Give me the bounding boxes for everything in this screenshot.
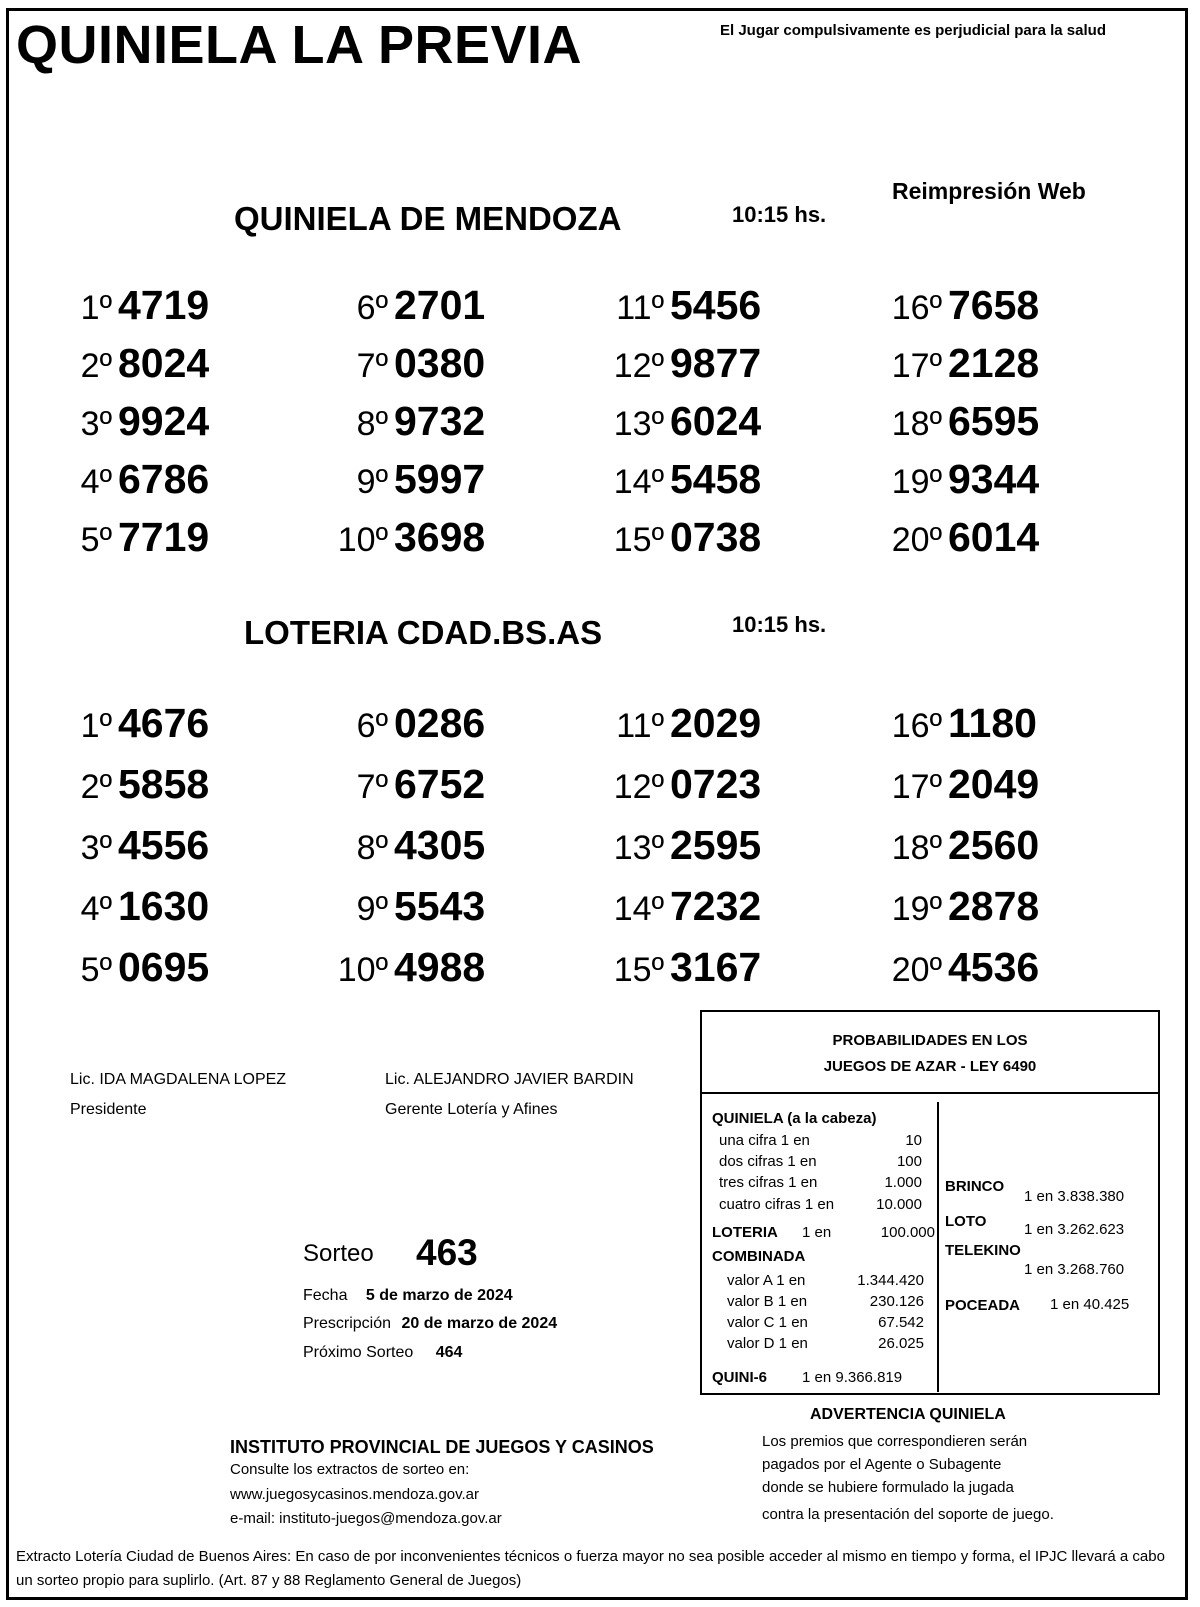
result-number: 5458 bbox=[670, 456, 762, 502]
result-position: 18º bbox=[891, 829, 942, 867]
result-position: 8º bbox=[356, 405, 388, 443]
result-cell bbox=[318, 761, 485, 808]
page-title: QUINIELA LA PREVIA bbox=[16, 15, 583, 75]
result-cell bbox=[318, 944, 485, 991]
result-number: 5858 bbox=[118, 761, 210, 807]
result-cell bbox=[872, 822, 1039, 869]
quiniela-prob-value: 100 bbox=[896, 1153, 922, 1170]
institute-email: e-mail: instituto-juegos@mendoza.gov.ar bbox=[230, 1510, 502, 1527]
result-cell bbox=[872, 944, 1039, 991]
draw-label: Sorteo bbox=[303, 1240, 374, 1267]
loteria-prob-label: LOTERIA bbox=[712, 1224, 778, 1241]
result-cell bbox=[594, 822, 761, 869]
result-position: 3º bbox=[80, 405, 112, 443]
result-cell bbox=[318, 883, 485, 930]
result-number: 4676 bbox=[118, 700, 210, 746]
draw-date-label: Fecha bbox=[303, 1287, 348, 1304]
draw-next-value: 464 bbox=[435, 1344, 463, 1361]
result-cell bbox=[872, 700, 1037, 747]
result-position: 10º bbox=[337, 951, 388, 989]
result-position: 19º bbox=[891, 890, 942, 928]
result-position: 4º bbox=[80, 463, 112, 501]
result-position: 6º bbox=[356, 289, 388, 327]
advert-line: donde se hubiere formulado la jugada bbox=[762, 1479, 1014, 1496]
result-number: 6595 bbox=[948, 398, 1040, 444]
result-number: 7719 bbox=[118, 514, 210, 560]
result-number: 2595 bbox=[670, 822, 762, 868]
result-position: 4º bbox=[80, 890, 112, 928]
loto-prob-label: LOTO bbox=[945, 1213, 987, 1230]
result-cell bbox=[42, 514, 209, 561]
result-number: 3167 bbox=[670, 944, 762, 990]
result-cell bbox=[42, 822, 209, 869]
probabilities-box bbox=[700, 1010, 1160, 1395]
result-number: 2029 bbox=[670, 700, 762, 746]
health-warning: El Jugar compulsivamente es perjudicial para la salud bbox=[720, 22, 1106, 39]
result-number: 6014 bbox=[948, 514, 1040, 560]
section-time-loteria: 10:15 hs. bbox=[732, 612, 827, 637]
result-number: 4536 bbox=[948, 944, 1040, 990]
result-number: 9732 bbox=[394, 398, 486, 444]
result-number: 9924 bbox=[118, 398, 210, 444]
probabilities-divider bbox=[937, 1102, 939, 1392]
quiniela-prob-label: dos cifras 1 en bbox=[719, 1153, 817, 1170]
result-number: 0723 bbox=[670, 761, 762, 807]
result-cell bbox=[872, 761, 1039, 808]
section-title-mendoza: QUINIELA DE MENDOZA bbox=[234, 200, 622, 237]
section-time-mendoza: 10:15 hs. bbox=[732, 202, 827, 227]
result-number: 6752 bbox=[394, 761, 486, 807]
probabilities-title-2: JUEGOS DE AZAR - LEY 6490 bbox=[823, 1058, 1037, 1075]
result-position: 13º bbox=[613, 405, 664, 443]
reprint-label: Reimpresión Web bbox=[892, 178, 1086, 204]
advert-line: pagados por el Agente o Subagente bbox=[762, 1456, 1002, 1473]
result-cell bbox=[318, 398, 485, 445]
result-number: 2128 bbox=[948, 340, 1040, 386]
result-position: 15º bbox=[613, 521, 664, 559]
result-number: 9344 bbox=[948, 456, 1040, 502]
result-number: 2878 bbox=[948, 883, 1040, 929]
advert-title: ADVERTENCIA QUINIELA bbox=[810, 1406, 1006, 1423]
combinada-prob-label: valor B 1 en bbox=[727, 1293, 808, 1310]
result-position: 5º bbox=[80, 951, 112, 989]
result-position: 2º bbox=[80, 768, 112, 806]
result-cell bbox=[872, 883, 1039, 930]
result-position: 15º bbox=[613, 951, 664, 989]
draw-date bbox=[303, 1287, 513, 1305]
draw-next bbox=[303, 1344, 462, 1362]
result-cell bbox=[318, 340, 485, 387]
signature-manager bbox=[385, 1065, 634, 1125]
result-cell bbox=[318, 514, 485, 561]
result-number: 2049 bbox=[948, 761, 1040, 807]
result-position: 3º bbox=[80, 829, 112, 867]
quiniela-prob-value: 1.000 bbox=[884, 1174, 922, 1191]
result-number: 0286 bbox=[394, 700, 486, 746]
result-cell bbox=[594, 456, 761, 503]
result-position: 16º bbox=[891, 289, 942, 327]
result-position: 7º bbox=[356, 768, 388, 806]
poceada-prob-label: POCEADA bbox=[945, 1297, 1021, 1314]
result-number: 0738 bbox=[670, 514, 762, 560]
result-number: 4305 bbox=[394, 822, 486, 868]
result-position: 14º bbox=[613, 890, 664, 928]
result-position: 12º bbox=[613, 347, 664, 385]
result-position: 9º bbox=[356, 890, 388, 928]
result-position: 17º bbox=[891, 347, 942, 385]
result-position: 14º bbox=[613, 463, 664, 501]
result-position: 5º bbox=[80, 521, 112, 559]
draw-prescription bbox=[303, 1315, 557, 1333]
loto-prob-value: 1 en 3.262.623 bbox=[1024, 1221, 1125, 1238]
brinco-prob-value: 1 en 3.838.380 bbox=[1024, 1188, 1125, 1205]
signature-role: Presidente bbox=[70, 1101, 147, 1118]
result-cell bbox=[872, 398, 1039, 445]
result-position: 20º bbox=[891, 951, 942, 989]
result-number: 5456 bbox=[670, 282, 762, 328]
result-position: 16º bbox=[891, 707, 942, 745]
section-title-loteria: LOTERIA CDAD.BS.AS bbox=[244, 614, 603, 651]
combinada-prob-label: valor D 1 en bbox=[727, 1335, 808, 1352]
result-position: 6º bbox=[356, 707, 388, 745]
result-position: 9º bbox=[356, 463, 388, 501]
result-cell bbox=[872, 456, 1039, 503]
result-cell bbox=[318, 282, 485, 329]
result-number: 7658 bbox=[948, 282, 1040, 328]
result-number: 0380 bbox=[394, 340, 486, 386]
loteria-prob-en: 1 en bbox=[802, 1224, 832, 1241]
result-cell bbox=[594, 700, 761, 747]
result-position: 18º bbox=[891, 405, 942, 443]
quiniela-prob-value: 10 bbox=[905, 1132, 922, 1149]
probabilities-header bbox=[702, 1012, 1158, 1094]
result-position: 7º bbox=[356, 347, 388, 385]
combinada-prob-value: 1.344.420 bbox=[857, 1272, 924, 1289]
result-number: 5997 bbox=[394, 456, 486, 502]
advert-line: contra la presentación del soporte de juego. bbox=[762, 1506, 1054, 1523]
result-number: 7232 bbox=[670, 883, 762, 929]
result-position: 8º bbox=[356, 829, 388, 867]
result-position: 11º bbox=[616, 289, 664, 327]
result-position: 13º bbox=[613, 829, 664, 867]
result-cell bbox=[42, 282, 209, 329]
telekino-prob-label: TELEKINO bbox=[945, 1242, 1021, 1259]
signature-president bbox=[70, 1065, 286, 1125]
result-position: 1º bbox=[80, 289, 112, 327]
telekino-prob-value: 1 en 3.268.760 bbox=[1024, 1261, 1125, 1278]
poceada-prob-value: 1 en 40.425 bbox=[1050, 1296, 1130, 1313]
advert-line: Los premios que correspondieren serán bbox=[762, 1433, 1028, 1450]
result-number: 1630 bbox=[118, 883, 210, 929]
result-number: 2560 bbox=[948, 822, 1040, 868]
footer-note: Extracto Lotería Ciudad de Buenos Aires: En caso de por inconvenientes técnicos o fuerza mayor no sea posible acceder al mismo en tiempo y forma, el IPJC llevará a cabo un sorteo propio para suplirlo. (Art. 87 y 88 Reglamento General de Juegos) bbox=[16, 1548, 1165, 1589]
quiniela-prob-title: QUINIELA (a la cabeza) bbox=[712, 1110, 877, 1127]
result-number: 5543 bbox=[394, 883, 486, 929]
combinada-prob-value: 26.025 bbox=[878, 1335, 924, 1352]
result-cell bbox=[594, 944, 761, 991]
result-cell bbox=[42, 456, 209, 503]
result-cell bbox=[42, 398, 209, 445]
result-cell bbox=[594, 761, 761, 808]
result-position: 1º bbox=[80, 707, 112, 745]
result-cell bbox=[42, 340, 209, 387]
result-number: 8024 bbox=[118, 340, 210, 386]
result-number: 3698 bbox=[394, 514, 486, 560]
result-cell bbox=[872, 340, 1039, 387]
result-number: 4719 bbox=[118, 282, 210, 328]
result-cell bbox=[42, 944, 209, 991]
quini6-prob-value: 1 en 9.366.819 bbox=[802, 1369, 903, 1386]
probabilities-title-1: PROBABILIDADES EN LOS bbox=[832, 1032, 1028, 1049]
combinada-prob-label: valor C 1 en bbox=[727, 1314, 808, 1331]
institute-line: Consulte los extractos de sorteo en: bbox=[230, 1461, 470, 1478]
result-number: 2701 bbox=[394, 282, 486, 328]
result-cell bbox=[318, 822, 485, 869]
result-cell bbox=[318, 700, 485, 747]
result-position: 2º bbox=[80, 347, 112, 385]
draw-prescription-label: Prescripción bbox=[303, 1315, 392, 1332]
draw-prescription-value: 20 de marzo de 2024 bbox=[401, 1315, 558, 1332]
result-number: 6024 bbox=[670, 398, 762, 444]
institute-name: INSTITUTO PROVINCIAL DE JUEGOS Y CASINOS bbox=[230, 1437, 654, 1457]
combinada-prob-title: COMBINADA bbox=[712, 1248, 806, 1265]
result-cell bbox=[872, 514, 1039, 561]
result-cell bbox=[594, 282, 761, 329]
result-number: 0695 bbox=[118, 944, 210, 990]
result-cell bbox=[594, 340, 761, 387]
combinada-prob-value: 230.126 bbox=[869, 1293, 924, 1310]
result-number: 4988 bbox=[394, 944, 486, 990]
signature-name: Lic. ALEJANDRO JAVIER BARDIN bbox=[385, 1071, 634, 1088]
result-cell bbox=[318, 456, 485, 503]
signature-name: Lic. IDA MAGDALENA LOPEZ bbox=[70, 1071, 287, 1088]
result-cell bbox=[42, 761, 209, 808]
result-position: 12º bbox=[613, 768, 664, 806]
brinco-prob-label: BRINCO bbox=[945, 1178, 1005, 1195]
quiniela-prob-value: 10.000 bbox=[876, 1196, 922, 1213]
loteria-prob-value: 100.000 bbox=[880, 1224, 935, 1241]
result-position: 17º bbox=[891, 768, 942, 806]
quiniela-prob-label: tres cifras 1 en bbox=[719, 1174, 818, 1191]
result-cell bbox=[42, 700, 209, 747]
institute-website: www.juegosycasinos.mendoza.gov.ar bbox=[230, 1486, 480, 1503]
draw-number: 463 bbox=[416, 1232, 478, 1273]
draw-next-label: Próximo Sorteo bbox=[303, 1344, 414, 1361]
result-position: 11º bbox=[616, 707, 664, 745]
result-cell bbox=[594, 514, 761, 561]
result-cell bbox=[594, 883, 761, 930]
quiniela-prob-label: una cifra 1 en bbox=[719, 1132, 810, 1149]
result-number: 9877 bbox=[670, 340, 762, 386]
result-number: 6786 bbox=[118, 456, 210, 502]
quiniela-prob-label: cuatro cifras 1 en bbox=[719, 1196, 835, 1213]
quini6-prob-label: QUINI-6 bbox=[712, 1369, 768, 1386]
result-position: 19º bbox=[891, 463, 942, 501]
result-position: 20º bbox=[891, 521, 942, 559]
draw-date-value: 5 de marzo de 2024 bbox=[365, 1287, 513, 1304]
signature-role: Gerente Lotería y Afines bbox=[385, 1101, 558, 1118]
combinada-prob-value: 67.542 bbox=[878, 1314, 924, 1331]
result-number: 4556 bbox=[118, 822, 210, 868]
result-cell bbox=[594, 398, 761, 445]
result-cell bbox=[42, 883, 209, 930]
combinada-prob-label: valor A 1 en bbox=[727, 1272, 806, 1289]
result-number: 1180 bbox=[948, 700, 1037, 746]
result-position: 10º bbox=[337, 521, 388, 559]
result-cell bbox=[872, 282, 1039, 329]
